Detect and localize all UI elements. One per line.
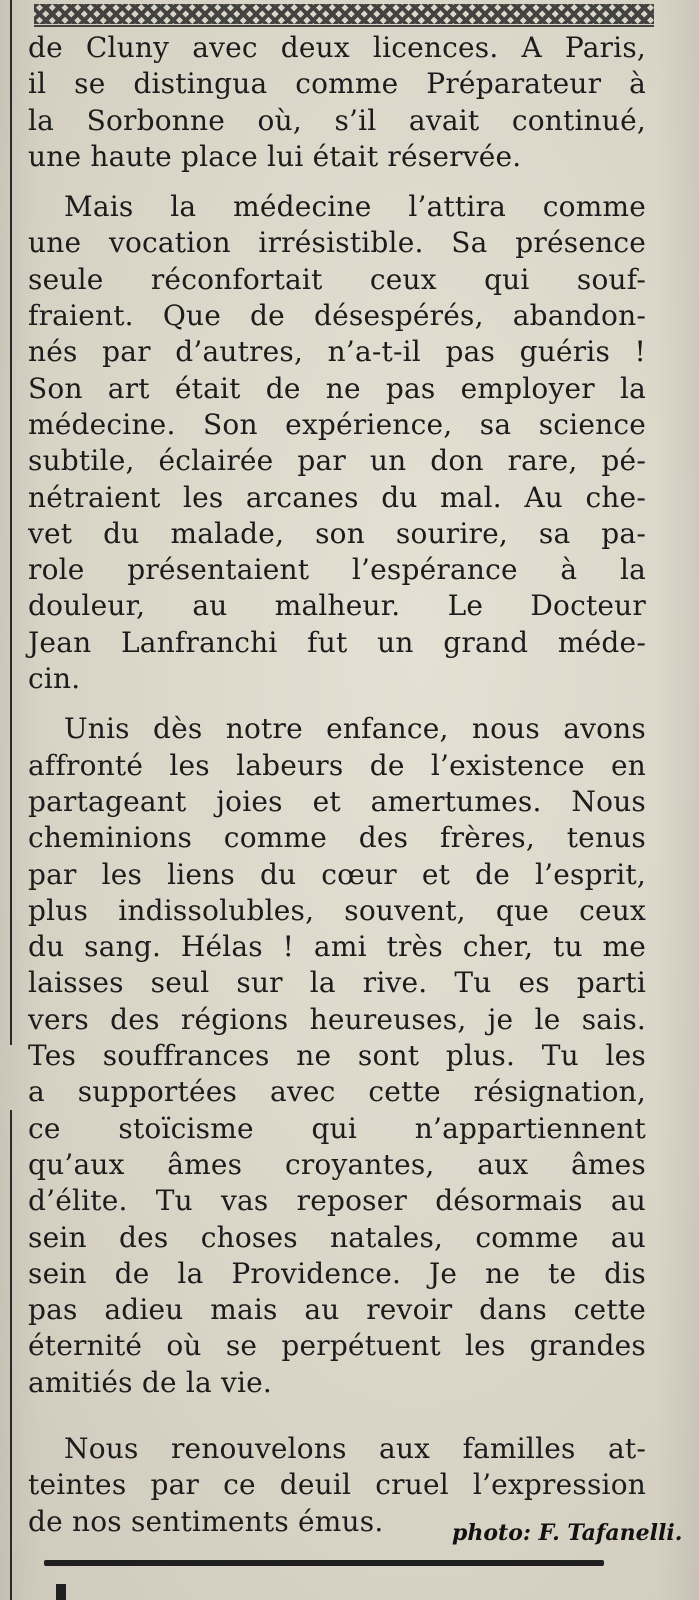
text-line: médecine. Son expérience, sa science	[28, 407, 646, 441]
text-line: du sang. Hélas ! ami très cher, tu me	[28, 930, 646, 964]
text-line: ce stoïcisme qui n’appartiennent	[28, 1111, 646, 1145]
text-line: Son art était de ne pas employer la	[28, 371, 646, 405]
text-line: partageant joies et amertumes. Nous	[28, 784, 646, 818]
text-line: douleur, au malheur. Le Docteur	[28, 589, 646, 623]
text-line: pas adieu mais au revoir dans cette	[28, 1293, 646, 1327]
text-line: qu’aux âmes croyantes, aux âmes	[28, 1147, 646, 1181]
text-line: affronté les labeurs de l’existence en	[28, 748, 646, 782]
next-article-fragment	[56, 1584, 66, 1600]
text-line: Mais la médecine l’attira comme	[64, 190, 646, 224]
text-line: nés par d’autres, n’a-t-il pas guéris !	[28, 335, 646, 369]
text-line: Tes souffrances ne sont plus. Tu les	[28, 1039, 646, 1073]
paragraph-1	[28, 30, 646, 175]
text-line: une haute place lui était réservée.	[28, 139, 522, 173]
decorative-border-band	[34, 4, 654, 24]
paragraph-3	[28, 711, 646, 1401]
text-line: éternité où se perpétuent les grandes	[28, 1329, 646, 1363]
article-text	[28, 30, 646, 1554]
text-line: sein de la Providence. Je ne te dis	[28, 1256, 646, 1290]
text-line: la Sorbonne où, s’il avait continué,	[28, 103, 646, 137]
text-line: Nous renouvelons aux familles at-	[64, 1431, 646, 1465]
text-line: d’élite. Tu vas reposer désormais au	[28, 1184, 646, 1218]
text-line: de nos sentiments émus.	[28, 1504, 384, 1538]
text-line: plus indissolubles, souvent, que ceux	[28, 893, 646, 927]
text-line: il se distingua comme Préparateur à	[28, 67, 646, 101]
text-line: amitiés de la vie.	[28, 1365, 273, 1399]
photo-credit: photo: F. Tafanelli.	[452, 1520, 683, 1546]
paragraph-2	[28, 189, 646, 697]
text-line: vet du malade, son sourire, sa pa-	[28, 516, 646, 550]
text-line: Jean Lanfranchi fut un grand méde-	[28, 625, 646, 659]
text-line: fraient. Que de désespérés, abandon-	[28, 299, 646, 333]
text-line: cin.	[28, 662, 81, 696]
text-line: subtile, éclairée par un don rare, pé-	[28, 444, 646, 478]
bottom-divider	[44, 1560, 604, 1566]
text-line: vers des régions heureuses, je le sais.	[28, 1002, 646, 1036]
text-line: role présentaient l’espérance à la	[28, 553, 646, 587]
text-line: laisses seul sur la rive. Tu es parti	[28, 966, 646, 1000]
text-line: une vocation irrésistible. Sa présence	[28, 226, 646, 260]
text-line: seule réconfortait ceux qui souf-	[28, 262, 646, 296]
text-line: a supportées avec cette résignation,	[28, 1075, 646, 1109]
text-line: nétraient les arcanes du mal. Au che-	[28, 480, 646, 514]
column-rule-lower	[10, 1110, 12, 1600]
text-line: par les liens du cœur et de l’esprit,	[28, 857, 646, 891]
text-line: de Cluny avec deux licences. A Paris,	[28, 31, 646, 64]
column-rule-upper	[10, 0, 12, 1045]
text-line: sein des choses natales, comme au	[28, 1220, 646, 1254]
text-line: cheminions comme des frères, tenus	[28, 821, 646, 855]
text-line: Unis dès notre enfance, nous avons	[64, 712, 646, 746]
text-line: teintes par ce deuil cruel l’expression	[28, 1468, 646, 1502]
